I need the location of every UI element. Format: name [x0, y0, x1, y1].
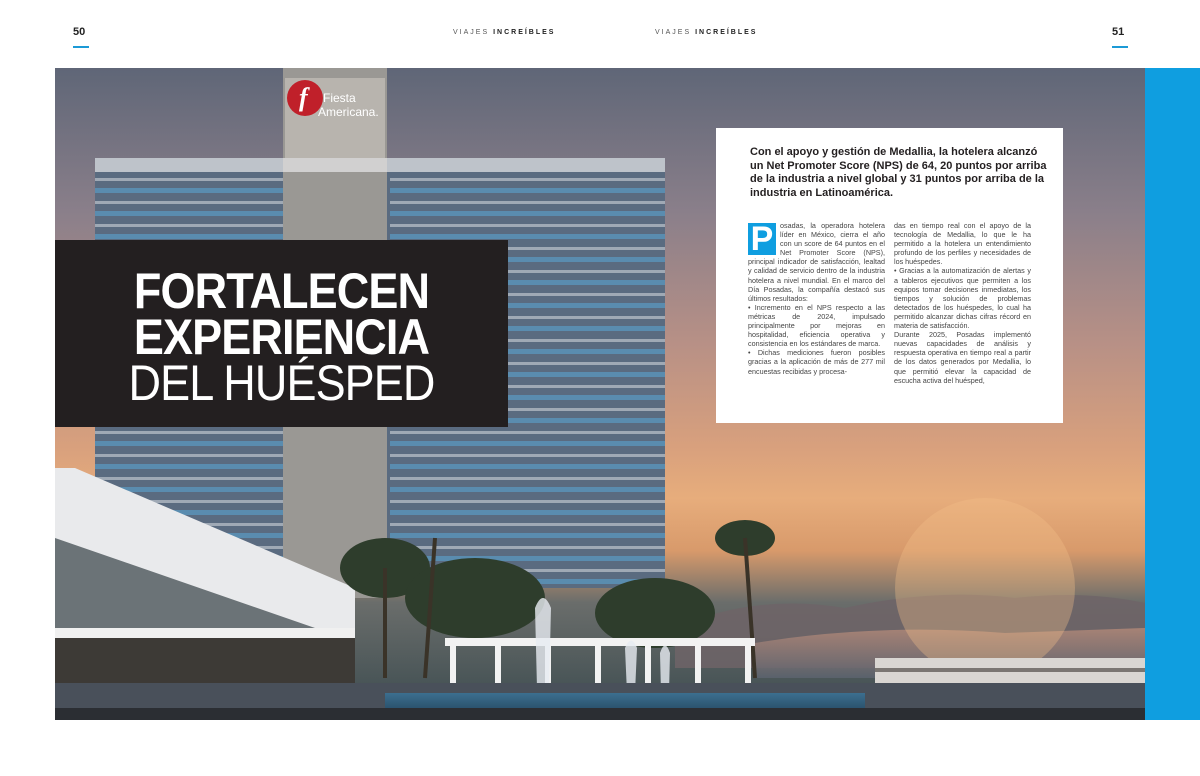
article-paragraph: • Incremento en el NPS respecto a las métricas de 2024, impulsado principalmente por mejoras en hospitalidad, eficiencia operativa y consistencia en los estándares de marca.: [748, 302, 885, 349]
article-card: [716, 128, 1063, 423]
balcony-rail: [390, 454, 665, 457]
balcony-glass: [390, 464, 665, 469]
balcony-rail: [95, 477, 283, 480]
balcony-rail: [95, 431, 283, 434]
svg-text:f: f: [299, 83, 308, 112]
sign-text-line2: Americana.: [318, 105, 379, 119]
title-line-1: FORTALECEN: [133, 263, 430, 319]
balcony-glass: [390, 533, 665, 538]
page-number-left-text: 50: [73, 26, 86, 38]
title-line-2: EXPERIENCIA: [133, 309, 430, 365]
balcony-rail: [95, 224, 283, 227]
article-paragraph: Durante 2025, Posadas implementó nuevas capacidades de análisis y respuesta operativa en tiempo real a partir de los datos generados por Medallia, lo que permitió elevar la capacidad de escucha activa del huésped,: [894, 330, 1031, 385]
balcony-glass: [390, 441, 665, 446]
accent-bar: [1145, 68, 1200, 720]
article-paragraph: • Gracias a la automatización de alertas y a tableros ejecutivos que permiten a los equipos tomar decisiones inmediatas, los tiempos y solución de problemas detectados de los huéspedes, lo cual ha permitido alcanzar dichas cifras récord en materia de satisfacción.: [894, 266, 1031, 331]
balcony-glass: [390, 556, 665, 561]
balcony-rail: [95, 201, 283, 204]
balcony-rail: [390, 500, 665, 503]
balcony-glass: [95, 188, 283, 193]
balcony-rail: [390, 178, 665, 181]
balcony-glass: [390, 188, 665, 193]
article-paragraph: osadas, la operadora hotelera líder en México, cierra el año con un score de 64 puntos en el Net Promoter Score (NPS), principal indicador de satisfacción, lealtad y calidad de servicio dentro de la industria hotelera a nivel mundial. En el marco del Día Posadas, la compañía destacó sus últimos resultados:: [748, 221, 885, 303]
article-column-1: [748, 221, 885, 376]
running-head-bold: INCREÍBLES: [493, 29, 556, 36]
title-block: [55, 240, 508, 427]
balcony-glass: [390, 211, 665, 216]
title-line-3: DEL HUÉSPED: [128, 355, 435, 411]
page-number-right-text: 51: [1112, 26, 1125, 38]
balcony-rail: [390, 224, 665, 227]
balcony-rail: [390, 546, 665, 549]
balcony-rail: [390, 477, 665, 480]
balcony-glass: [95, 211, 283, 216]
running-head-right: [655, 29, 757, 36]
article-lead: Con el apoyo y gestión de Medallia, la hotelera alcanzó un Net Promoter Score (NPS) de 64, 20 puntos por arriba de la industria a nivel global y 31 puntos por arriba de la industria en Latinoamérica.: [750, 146, 1047, 199]
balcony-glass: [95, 234, 283, 239]
page-number-rule: [1112, 46, 1128, 48]
balcony-rail: [95, 454, 283, 457]
balcony-rail: [95, 178, 283, 181]
balcony-glass: [95, 464, 283, 469]
article-paragraph: das en tiempo real con el apoyo de la tecnología de Medallia, lo que le ha permitido a la hotelera un entendimiento profundo de los perfiles y necesidades de los huéspedes.: [894, 221, 1031, 267]
page-number-left: [73, 26, 89, 48]
running-head-bold: INCREÍBLES: [695, 29, 758, 36]
page-number-right: [1112, 26, 1128, 48]
page-number-rule: [73, 46, 89, 48]
article-column-2: [894, 221, 1031, 385]
drop-cap: P: [748, 223, 776, 255]
balcony-rail: [390, 201, 665, 204]
balcony-rail: [390, 431, 665, 434]
balcony-rail: [390, 523, 665, 526]
article-paragraph: • Dichas mediciones fueron posibles gracias a la aplicación de más de 277 mil encuestas recibidas y procesa-: [748, 348, 885, 376]
balcony-glass: [390, 234, 665, 239]
running-head-prefix: VIAJES: [453, 29, 490, 36]
balcony-glass: [390, 487, 665, 492]
balcony-glass: [390, 510, 665, 515]
running-head-left: [453, 29, 555, 36]
running-head-prefix: VIAJES: [655, 29, 692, 36]
sign-text-line1: Fiesta: [323, 91, 356, 105]
balcony-glass: [95, 441, 283, 446]
